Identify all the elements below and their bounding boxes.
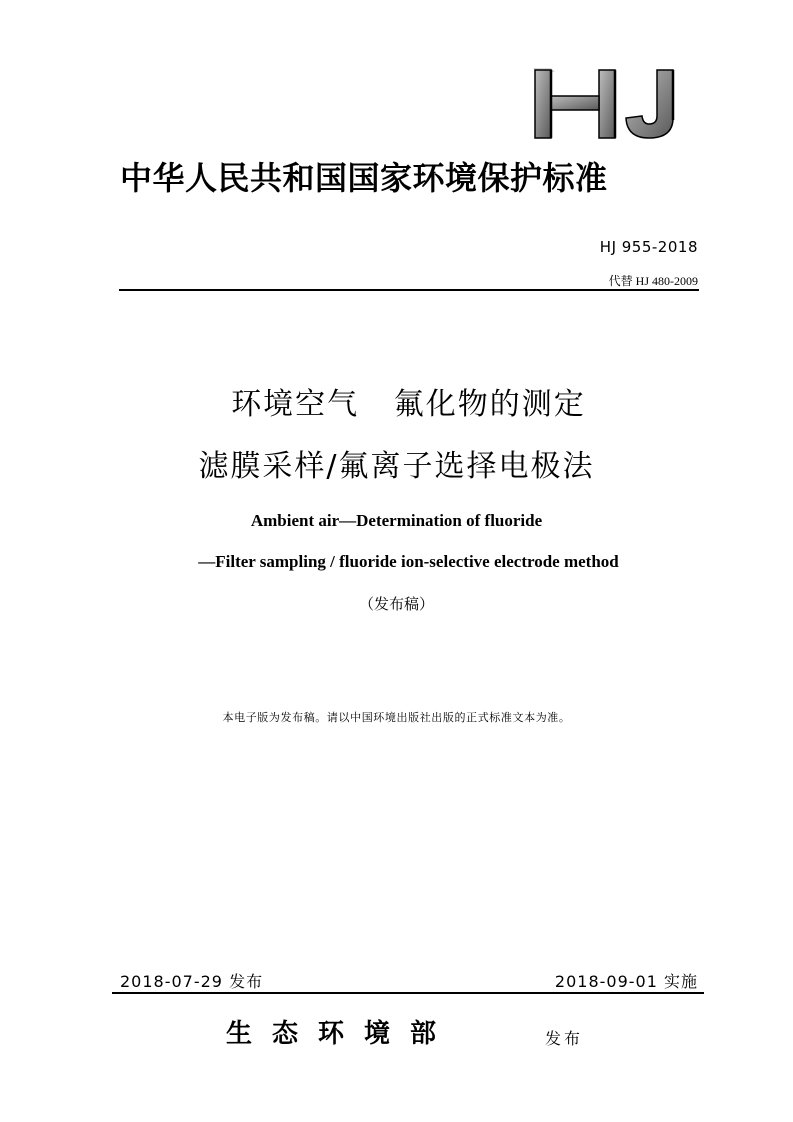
- effective-date: 2018-09-01 实施: [554, 972, 698, 991]
- hj-logo: [531, 66, 677, 140]
- org-title: 中华人民共和国国家环境保护标准: [120, 159, 608, 197]
- publisher-name: 生态环境部: [226, 1019, 457, 1049]
- english-title-line-1: Ambient air—Determination of fluoride: [250, 511, 543, 530]
- footer-divider: [112, 992, 704, 994]
- chinese-title-line-1: 环境空气 氟化物的测定: [231, 387, 586, 422]
- header-divider: [119, 289, 699, 291]
- english-title-line-2: —Filter sampling / fluoride ion-selective electrode method: [198, 552, 619, 571]
- issue-date: 2018-07-29 发布: [120, 972, 264, 991]
- replaces-standard: 代替 HJ 480-2009: [608, 274, 698, 288]
- publish-label: 发布: [545, 1029, 584, 1048]
- standard-number: HJ 955-2018: [599, 238, 698, 256]
- chinese-title-line-2: 滤膜采样/氟离子选择电极法: [198, 449, 595, 484]
- electronic-version-notice: 本电子版为发布稿。请以中国环境出版社出版的正式标准文本为准。: [222, 711, 571, 724]
- draft-status: （发布稿）: [358, 595, 434, 613]
